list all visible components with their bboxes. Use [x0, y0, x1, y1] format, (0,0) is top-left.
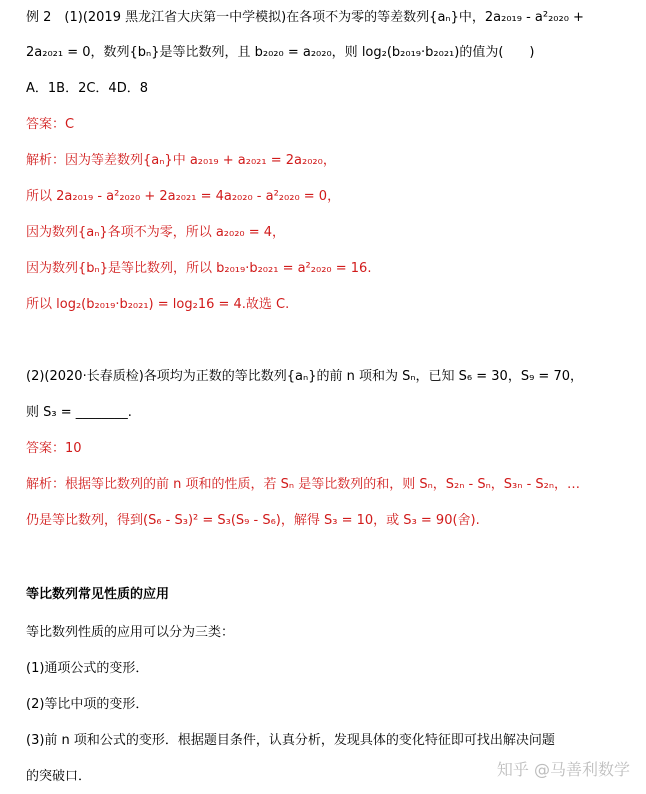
q2-analysis-line-1: 解析：根据等比数列的前 n 项和的性质，若 Sₙ 是等比数列的和，则 Sₙ，S₂ₙ - Sₙ，S₃ₙ - S₂ₙ，… [26, 477, 581, 492]
section-title: 等比数列常见性质的应用 [26, 587, 170, 602]
q2-analysis-line-2: 仍是等比数列，得到(S₆ - S₃)² = S₃(S₉ - S₆)，解得 S₃ = 10，或 S₃ = 90(舍). [26, 513, 480, 528]
section-item-3-continuation: 的突破口． [26, 769, 92, 784]
q1-stem-line-2: 2a₂₀₂₁ = 0，数列{bₙ}是等比数列，且 b₂₀₂₀ = a₂₀₂₀，则 log₂(b₂₀₁₉·b₂₀₂₁)的值为( ) [26, 45, 535, 60]
q1-analysis-line-5: 所以 log₂(b₂₀₁₉·b₂₀₂₁) = log₂16 = 4.故选 C. [26, 297, 290, 312]
q1-analysis-line-4: 因为数列{bₙ}是等比数列，所以 b₂₀₁₉·b₂₀₂₁ = a²₂₀₂₀ = 16. [26, 261, 372, 276]
section-intro: 等比数列性质的应用可以分为三类： [26, 625, 235, 640]
q2-stem-line-2: 则 S₃ = ________. [26, 405, 132, 420]
q2-answer: 答案：10 [26, 441, 82, 456]
q1-answer: 答案：C [26, 117, 75, 132]
q1-stem-line-1: 例 2 (1)(2019 黑龙江省大庆第一中学模拟)在各项不为零的等差数列{aₙ}中，2a₂₀₁₉ - a²₂₀₂₀ + [26, 10, 584, 25]
section-item-1: (1)通项公式的变形． [26, 661, 149, 676]
section-item-2: (2)等比中项的变形． [26, 697, 149, 712]
q1-analysis-line-2: 所以 2a₂₀₁₉ - a²₂₀₂₀ + 2a₂₀₂₁ = 4a₂₀₂₀ - a²₂₀₂₀ = 0， [26, 189, 341, 204]
q2-stem-line-1: (2)(2020·长春质检)各项均为正数的等比数列{aₙ}的前 n 项和为 Sₙ，已知 S₆ = 30，S₉ = 70， [26, 369, 583, 384]
q1-options: A．1B．2C．4D．8 [26, 81, 148, 96]
q1-analysis-line-3: 因为数列{aₙ}各项不为零，所以 a₂₀₂₀ = 4， [26, 225, 286, 240]
watermark: 知乎 @马善利数学 [496, 760, 630, 779]
q1-analysis-line-1: 解析：因为等差数列{aₙ}中 a₂₀₁₉ + a₂₀₂₁ = 2a₂₀₂₀， [26, 153, 336, 168]
section-item-3: (3)前 n 项和公式的变形．根据题目条件，认真分析，发现具体的变化特征即可找出解决问题 [26, 733, 555, 748]
